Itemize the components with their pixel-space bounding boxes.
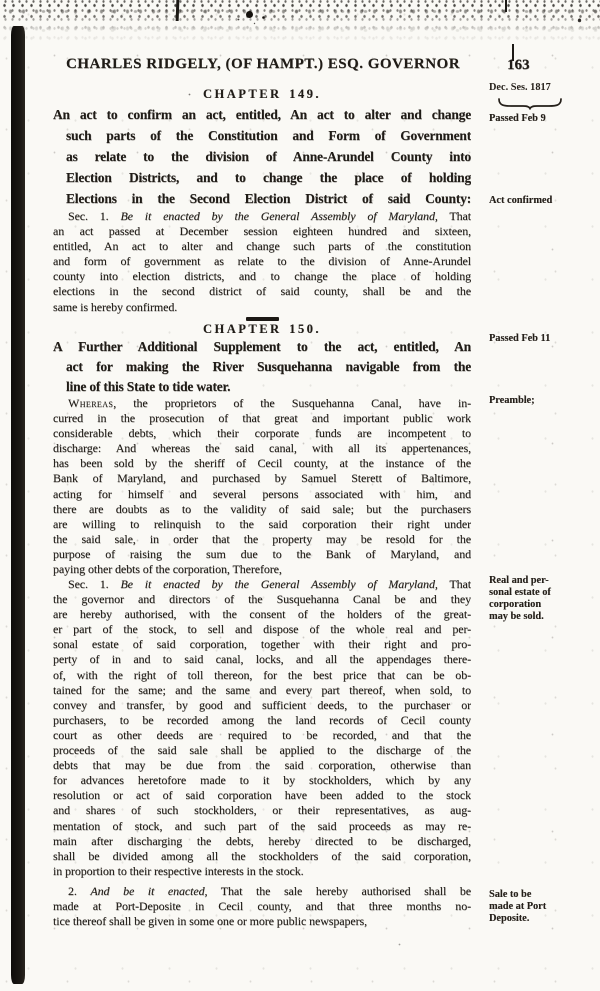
text-line: Sale to be bbox=[489, 889, 532, 900]
text-line: Bank of Maryland, and purchased by Samuel Sterett of Baltimore, bbox=[53, 471, 471, 486]
text-line: considerable debts, which their corporate funds are incompetent to bbox=[53, 426, 471, 441]
text-line: Act confirmed bbox=[489, 195, 553, 206]
text-line: paying other debts of the corporation, Therefore, bbox=[53, 562, 282, 577]
chapter-150-section-2 bbox=[53, 884, 471, 929]
chapter-149-section-1 bbox=[53, 209, 471, 315]
text-line: main after discharging the debts, hereby directed to be discharged, bbox=[53, 833, 471, 848]
margin-note-sale-at-port-deposite bbox=[489, 889, 593, 925]
text-line: court as other deeds are required to be recorded, and that the bbox=[53, 727, 471, 742]
margin-note-preamble bbox=[489, 395, 593, 407]
chapter-149-title bbox=[53, 104, 471, 209]
text-line: proceeds of the said sale shall be applied to the discharge of the bbox=[53, 743, 471, 758]
scan-ink-speck bbox=[246, 11, 253, 18]
text-line: tice thereof shall be given in some one or more public newspapers, bbox=[53, 914, 367, 929]
text-line: tained for the same; and the same and every part thereof, when sold, to bbox=[53, 682, 471, 697]
text-line: has been sold by the sheriff of Cecil county, at the instance of the bbox=[53, 456, 471, 471]
text-line: Passed Feb 11 bbox=[489, 333, 551, 344]
text-line: made at Port-Deposite in Cecil county, and that three months no- bbox=[53, 899, 471, 914]
text-line: debts that may be due from the said corporation, otherwise than bbox=[53, 758, 471, 773]
chapter-150-section-1 bbox=[53, 577, 471, 879]
text-line: of, with the right of toll thereon, for the best price that can be ob- bbox=[53, 667, 471, 682]
text-line: resolution or act of said corporation have been added to the stock bbox=[53, 788, 471, 803]
text-line: such parts of the Constitution and Form of Government bbox=[66, 128, 471, 143]
text-line: shall be divided among all the stockholders of the said corporation, bbox=[53, 848, 471, 863]
margin-note-estate-may-be-sold bbox=[489, 575, 593, 623]
text-line: Passed Feb 9 bbox=[489, 113, 546, 124]
text-line: Whereas, the proprietors of the Susquehanna Canal, have in- bbox=[68, 396, 471, 410]
margin-note-session bbox=[489, 82, 593, 93]
chapter-150-title bbox=[53, 337, 471, 397]
text-line: may be sold. bbox=[489, 611, 544, 622]
text-line: are hereby authorised, with the consent of the holders of the great- bbox=[53, 607, 471, 622]
text-line: the governor and directors of the Susquehanna Canal be and they bbox=[53, 592, 471, 607]
text-line: corporation bbox=[489, 599, 542, 610]
text-line: Sec. 1. Be it enacted by the General Assembly of Maryland, That bbox=[68, 577, 471, 591]
text-line: and shares of such stockholders, or their representatives, as aug- bbox=[53, 803, 471, 818]
text-line: convey and transfer, by good and sufficient deeds, to the purchaser or bbox=[53, 697, 471, 712]
text-line: elections in the second district of said county, shall be and the bbox=[53, 284, 471, 299]
text-line: an act passed at December session eighteen hundred and sixteen, bbox=[53, 224, 471, 239]
chapter-divider-rule bbox=[246, 317, 279, 321]
text-line: curred in the prosecution of that great and important public work bbox=[53, 411, 471, 426]
text-line: perty of in and to said canal, locks, and all the appendages there- bbox=[53, 652, 471, 667]
text-line: sonal estate of bbox=[489, 587, 551, 598]
text-line: A Further Additional Supplement to the act, entitled, An bbox=[53, 339, 471, 354]
underbrace-icon bbox=[497, 97, 563, 110]
chapter-149-heading: CHAPTER 149. bbox=[202, 87, 322, 101]
text-line: there are doubts as to the validity of said sale; but the purchasers bbox=[53, 501, 471, 516]
text-line: county into election districts, and to change the place of holding bbox=[53, 269, 471, 284]
text-line: Sec. 1. Be it enacted by the General Assembly of Maryland, That bbox=[68, 209, 471, 223]
text-line: er part of the stock, to sell and dispose of the whole real and per- bbox=[53, 622, 471, 637]
page-number: 163 bbox=[507, 57, 530, 73]
text-line: discharge: And whereas the said canal, with all its appertenances, bbox=[53, 441, 471, 456]
margin-note-act-confirmed bbox=[489, 195, 593, 207]
text-line: same is hereby confirmed. bbox=[53, 299, 178, 314]
text-line: the said sale, in order that the property may be resold for the bbox=[53, 531, 471, 546]
margin-note-passed-feb-9 bbox=[489, 113, 593, 125]
text-line: Real and per- bbox=[489, 575, 549, 586]
text-line: sonal estate of said corporation, together with their right and pro- bbox=[53, 637, 471, 652]
text-line: and form of government as relate to the division of Anne-Arundel bbox=[53, 254, 471, 269]
text-line: Deposite. bbox=[489, 913, 530, 924]
text-line: Elections in the Second Election District of said County: bbox=[66, 191, 471, 206]
text-line: purpose of raising the sum due to the Bank of Maryland, and bbox=[53, 546, 471, 561]
book-binding-bar bbox=[11, 26, 25, 984]
text-line: line of this State to tide water. bbox=[66, 379, 231, 394]
text-line: mentation of stock, and such part of the said proceeds as may re- bbox=[53, 818, 471, 833]
text-line: in proportion to their respective interests in the stock. bbox=[53, 863, 304, 878]
text-line: Preamble; bbox=[489, 395, 535, 406]
text-line: are willing to relinquish to the said corporation their right under bbox=[53, 516, 471, 531]
text-line: acting for himself and several persons associated with him, and bbox=[53, 486, 471, 501]
running-header-title: CHARLES RIDGELY, (OF HAMPT.) ESQ. GOVERNOR bbox=[65, 56, 461, 72]
chapter-150-preamble bbox=[53, 396, 471, 577]
chapter-150-heading: CHAPTER 150. bbox=[202, 322, 322, 336]
text-line: entitled, An act to alter and change such parts of the constitution bbox=[53, 239, 471, 254]
scan-noise-band bbox=[0, 0, 600, 44]
scan-artifact-line bbox=[505, 0, 507, 12]
text-line: act for making the River Susquehanna navigable from the bbox=[66, 359, 471, 374]
text-line: Election Districts, and to change the place of holding bbox=[66, 170, 471, 185]
text-line: as relate to the division of Anne-Arundel County into bbox=[66, 149, 471, 164]
text-line: purchasers, to be recorded among the land records of Cecil county bbox=[53, 712, 471, 727]
session-label: Dec. Ses. 1817 bbox=[489, 82, 551, 93]
text-line: 2. And be it enacted, That the sale hereby authorised shall be bbox=[68, 884, 471, 898]
text-line: An act to confirm an act, entitled, An act to alter and change bbox=[53, 107, 471, 122]
margin-note-passed-feb-11 bbox=[489, 333, 593, 345]
text-line: made at Port bbox=[489, 901, 547, 912]
text-line: for advances heretofore made to it by stockholders, which by any bbox=[53, 773, 471, 788]
